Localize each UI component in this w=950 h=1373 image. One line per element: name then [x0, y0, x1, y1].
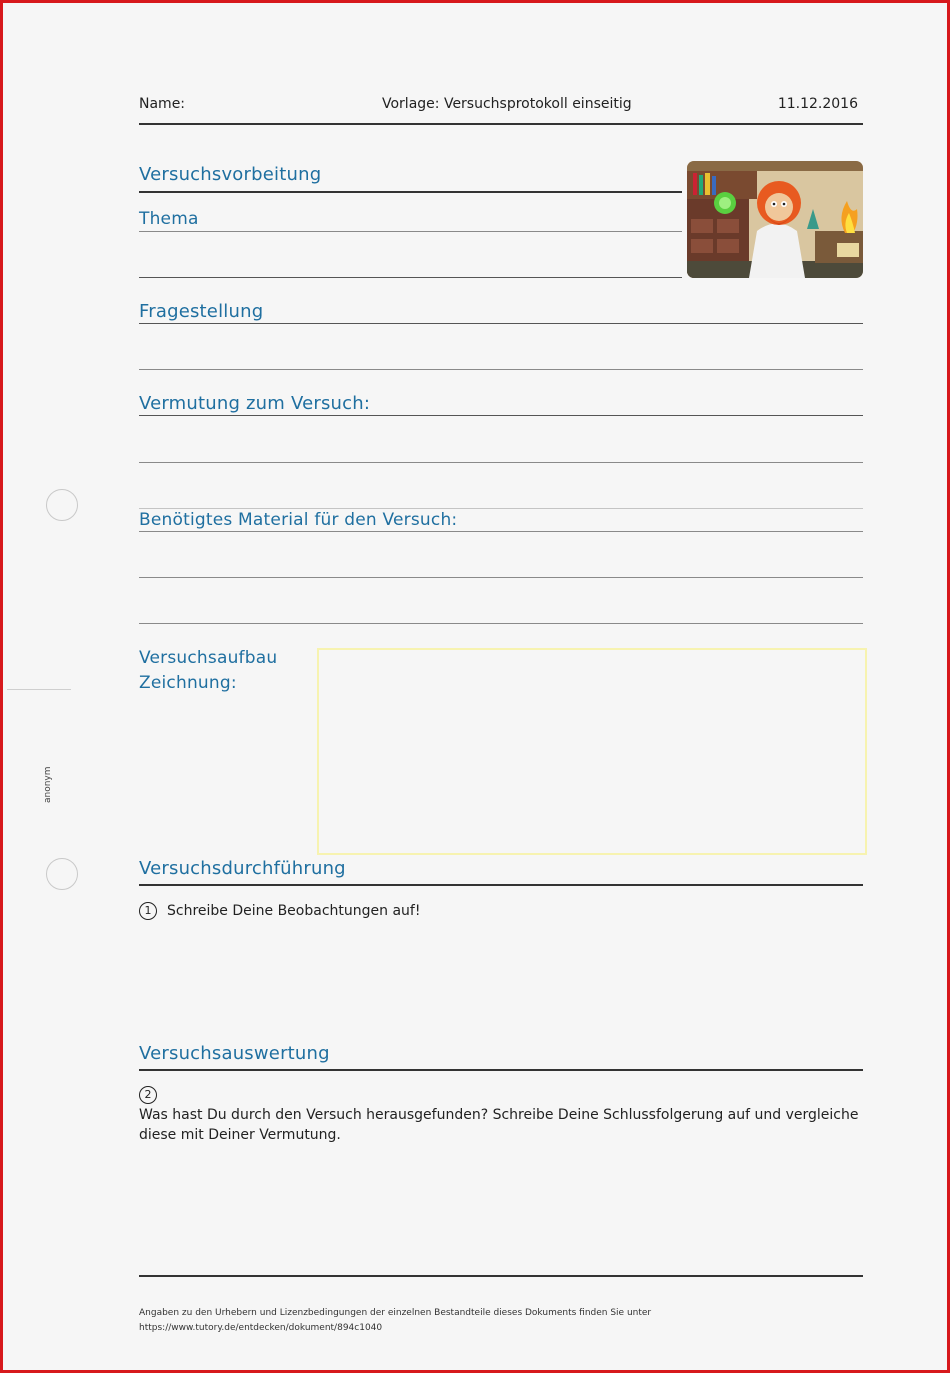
scientist-icon [687, 161, 863, 278]
header-rule [139, 123, 863, 125]
task-1-text: Schreibe Deine Beobachtungen auf! [167, 903, 421, 919]
rule-auswertung [139, 1069, 863, 1071]
rule-thema [139, 231, 682, 232]
heading-auswertung: Versuchsauswertung [139, 1043, 330, 1064]
line-vermutung-answer-2 [139, 508, 863, 509]
line-fragestellung-answer [139, 369, 863, 370]
footer-rule [139, 1275, 863, 1277]
heading-thema: Thema [139, 209, 199, 229]
heading-fragestellung: Fragestellung [139, 301, 264, 322]
heading-material: Benötigtes Material für den Versuch: [139, 510, 458, 530]
rule-fragestellung [139, 323, 863, 324]
line-material-answer-2 [139, 623, 863, 624]
rule-material [139, 531, 863, 532]
task-number-icon: 2 [139, 1086, 157, 1104]
drawing-box[interactable] [317, 648, 867, 855]
side-label: anonym [43, 766, 53, 803]
rule-durchfuehrung [139, 884, 863, 886]
mad-scientist-lab-illustration [687, 161, 863, 278]
footer-line-1: Angaben zu den Urhebern und Lizenzbedingungen der einzelnen Bestandteile dieses Dokuments finden Sie unter [139, 1308, 652, 1318]
name-label: Name: [139, 96, 186, 112]
footer-link[interactable]: https://www.tutory.de/entdecken/dokument/894c1040 [139, 1323, 383, 1333]
rule-vorbereitung [139, 191, 682, 193]
heading-zeichnung: Zeichnung: [139, 673, 237, 693]
line-vermutung-answer-1 [139, 462, 863, 463]
fold-mark [7, 689, 71, 690]
task-2-text [139, 1105, 858, 1145]
punch-hole-top [46, 489, 78, 521]
rule-vermutung [139, 415, 863, 416]
line-thema-answer [139, 277, 682, 278]
footer-attribution [139, 1306, 651, 1336]
task-2 [139, 1085, 863, 1145]
date: 11.12.2016 [777, 96, 858, 112]
task-2-text-line1: Was hast Du durch den Versuch herausgefunden? Schreibe Deine Schlussfolgerung auf und vergleiche [139, 1107, 859, 1123]
heading-durchfuehrung: Versuchsdurchführung [139, 858, 346, 879]
task-2-text-line2: diese mit Deiner Vermutung. [139, 1127, 341, 1143]
heading-vorbereitung: Versuchsvorbeitung [139, 164, 322, 185]
punch-hole-bottom [46, 858, 78, 890]
line-material-answer-1 [139, 577, 863, 578]
task-number-icon: 1 [139, 902, 157, 920]
heading-vermutung: Vermutung zum Versuch: [139, 393, 371, 414]
task-1 [139, 901, 420, 921]
heading-aufbau: Versuchsaufbau [139, 648, 278, 668]
template-title: Vorlage: Versuchsprotokoll einseitig [382, 96, 632, 112]
